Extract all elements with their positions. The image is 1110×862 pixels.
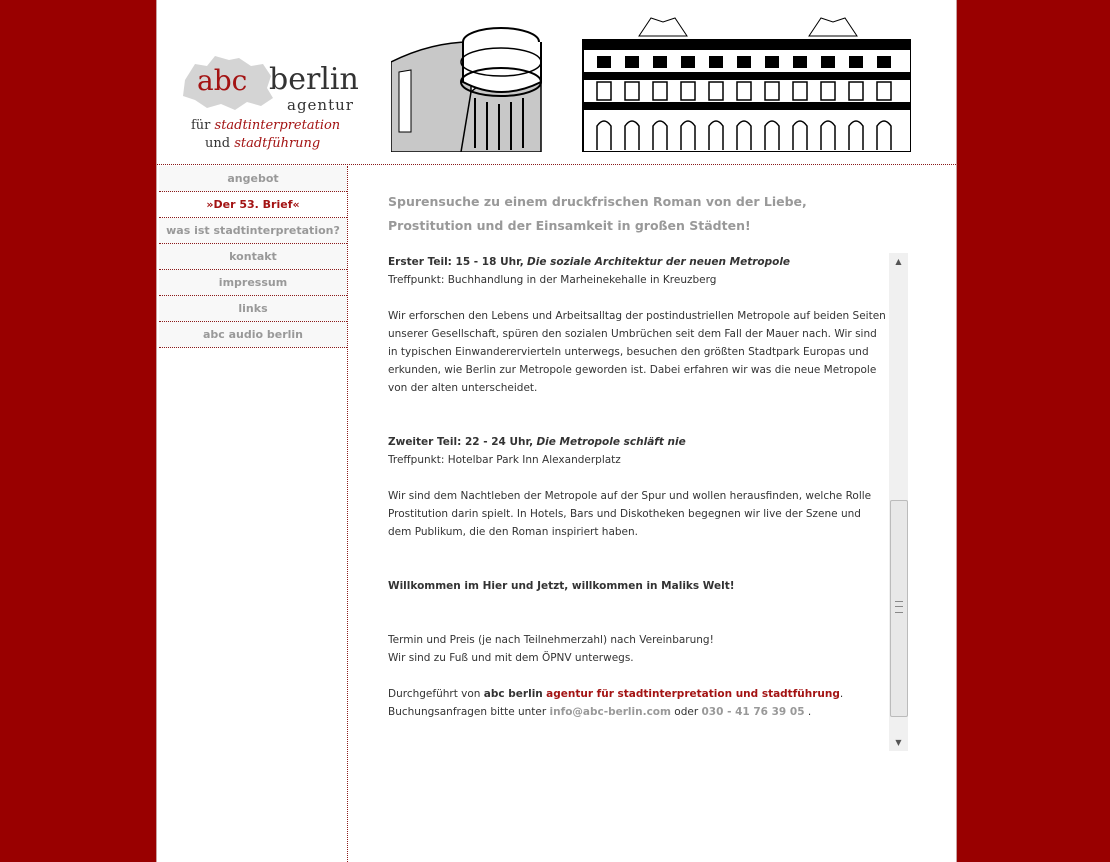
scrollbar[interactable] (889, 253, 908, 751)
part1-heading: Erster Teil: 15 - 18 Uhr, Die soziale Architektur der neuen Metropole (388, 256, 791, 268)
header (157, 0, 956, 165)
scroll-area[interactable] (388, 253, 908, 751)
intro-line-1: Spurensuche zu einem druckfrischen Roman von der Liebe, (388, 194, 807, 209)
logo-berlin: berlin (269, 62, 359, 97)
terms-line-1: Termin und Preis (je nach Teilnehmerzahl) nach Vereinbarung! (388, 634, 714, 646)
nav-item-kontakt[interactable]: kontakt (159, 244, 347, 270)
page-container (156, 0, 957, 862)
scroll-content (388, 253, 886, 721)
footer-booking: Buchungsanfragen bitte unter info@abc-berlin.com oder 030 - 41 76 39 05 . (388, 706, 812, 718)
agency-link[interactable]: agentur für stadtinterpretation und stadtführung (546, 688, 840, 700)
nav-item-der-53-brief[interactable]: »Der 53. Brief« (159, 192, 347, 218)
berlin-buildings-illustration (391, 12, 911, 152)
part1-text: Wir erforschen den Lebens und Arbeitsalltag der postindustriellen Metropole auf beiden Seiten unserer Gesellschaft, spüren den sozialen Umbrüchen seit dem Fall der Mauer nach. Wir sind in typischen Einwandererviertel​n unterwegs, besuchen den größten Stadtpark Europas und erkunden, wie Berlin zur Metropole geworden ist. Dabei erfahren wir was die neue Metropole von der alten unterscheidet. (388, 310, 886, 394)
logo-abc: abc (197, 64, 248, 97)
nav-item-links[interactable]: links (159, 296, 347, 322)
part2-meeting: Treffpunkt: Hotelbar Park Inn Alexanderplatz (388, 454, 621, 466)
intro-line-2: Prostitution und der Einsamkeit in großen Städten! (388, 218, 751, 233)
sidebar-nav (159, 166, 348, 862)
email-link[interactable]: info@abc-berlin.com (549, 706, 671, 718)
logo-tagline-2: und stadtführung (205, 136, 321, 151)
nav-item-stadtinterpretation[interactable]: was ist stadtinterpretation? (159, 218, 347, 244)
logo-agentur: agentur (287, 96, 354, 114)
logo[interactable] (177, 52, 359, 160)
scroll-thumb[interactable] (890, 500, 908, 717)
scroll-up-icon[interactable]: ▲ (895, 257, 902, 266)
nav-item-impressum[interactable]: impressum (159, 270, 347, 296)
logo-tagline-1: für stadtinterpretation (191, 118, 341, 133)
part1-meeting: Treffpunkt: Buchhandlung in der Marheinekehalle in Kreuzberg (388, 274, 717, 286)
nav-item-angebot[interactable]: angebot (159, 166, 347, 192)
part2-heading: Zweiter Teil: 22 - 24 Uhr, Die Metropole schläft nie (388, 436, 686, 448)
part2-text: Wir sind dem Nachtleben der Metropole auf der Spur und wollen herausfinden, welche Rolle Prostitution darin spielt. In Hotels, Bars und Diskotheken begegnen wir live der Szene und dem Publikum, die den Roman inspiriert haben. (388, 490, 872, 538)
footer-credit: Durchgeführt von abc berlin agentur für stadtinterpretation und stadtführung. (388, 688, 844, 700)
intro (388, 190, 908, 238)
welcome-text: Willkommen im Hier und Jetzt, willkommen in Maliks Welt! (388, 580, 735, 592)
terms-line-2: Wir sind zu Fuß und mit dem ÖPNV unterwegs. (388, 652, 634, 664)
phone-number: 030 - 41 76 39 05 (701, 706, 805, 718)
nav-item-abc-audio-berlin[interactable]: abc audio berlin (159, 322, 347, 348)
scroll-down-icon[interactable]: ▼ (895, 738, 902, 747)
